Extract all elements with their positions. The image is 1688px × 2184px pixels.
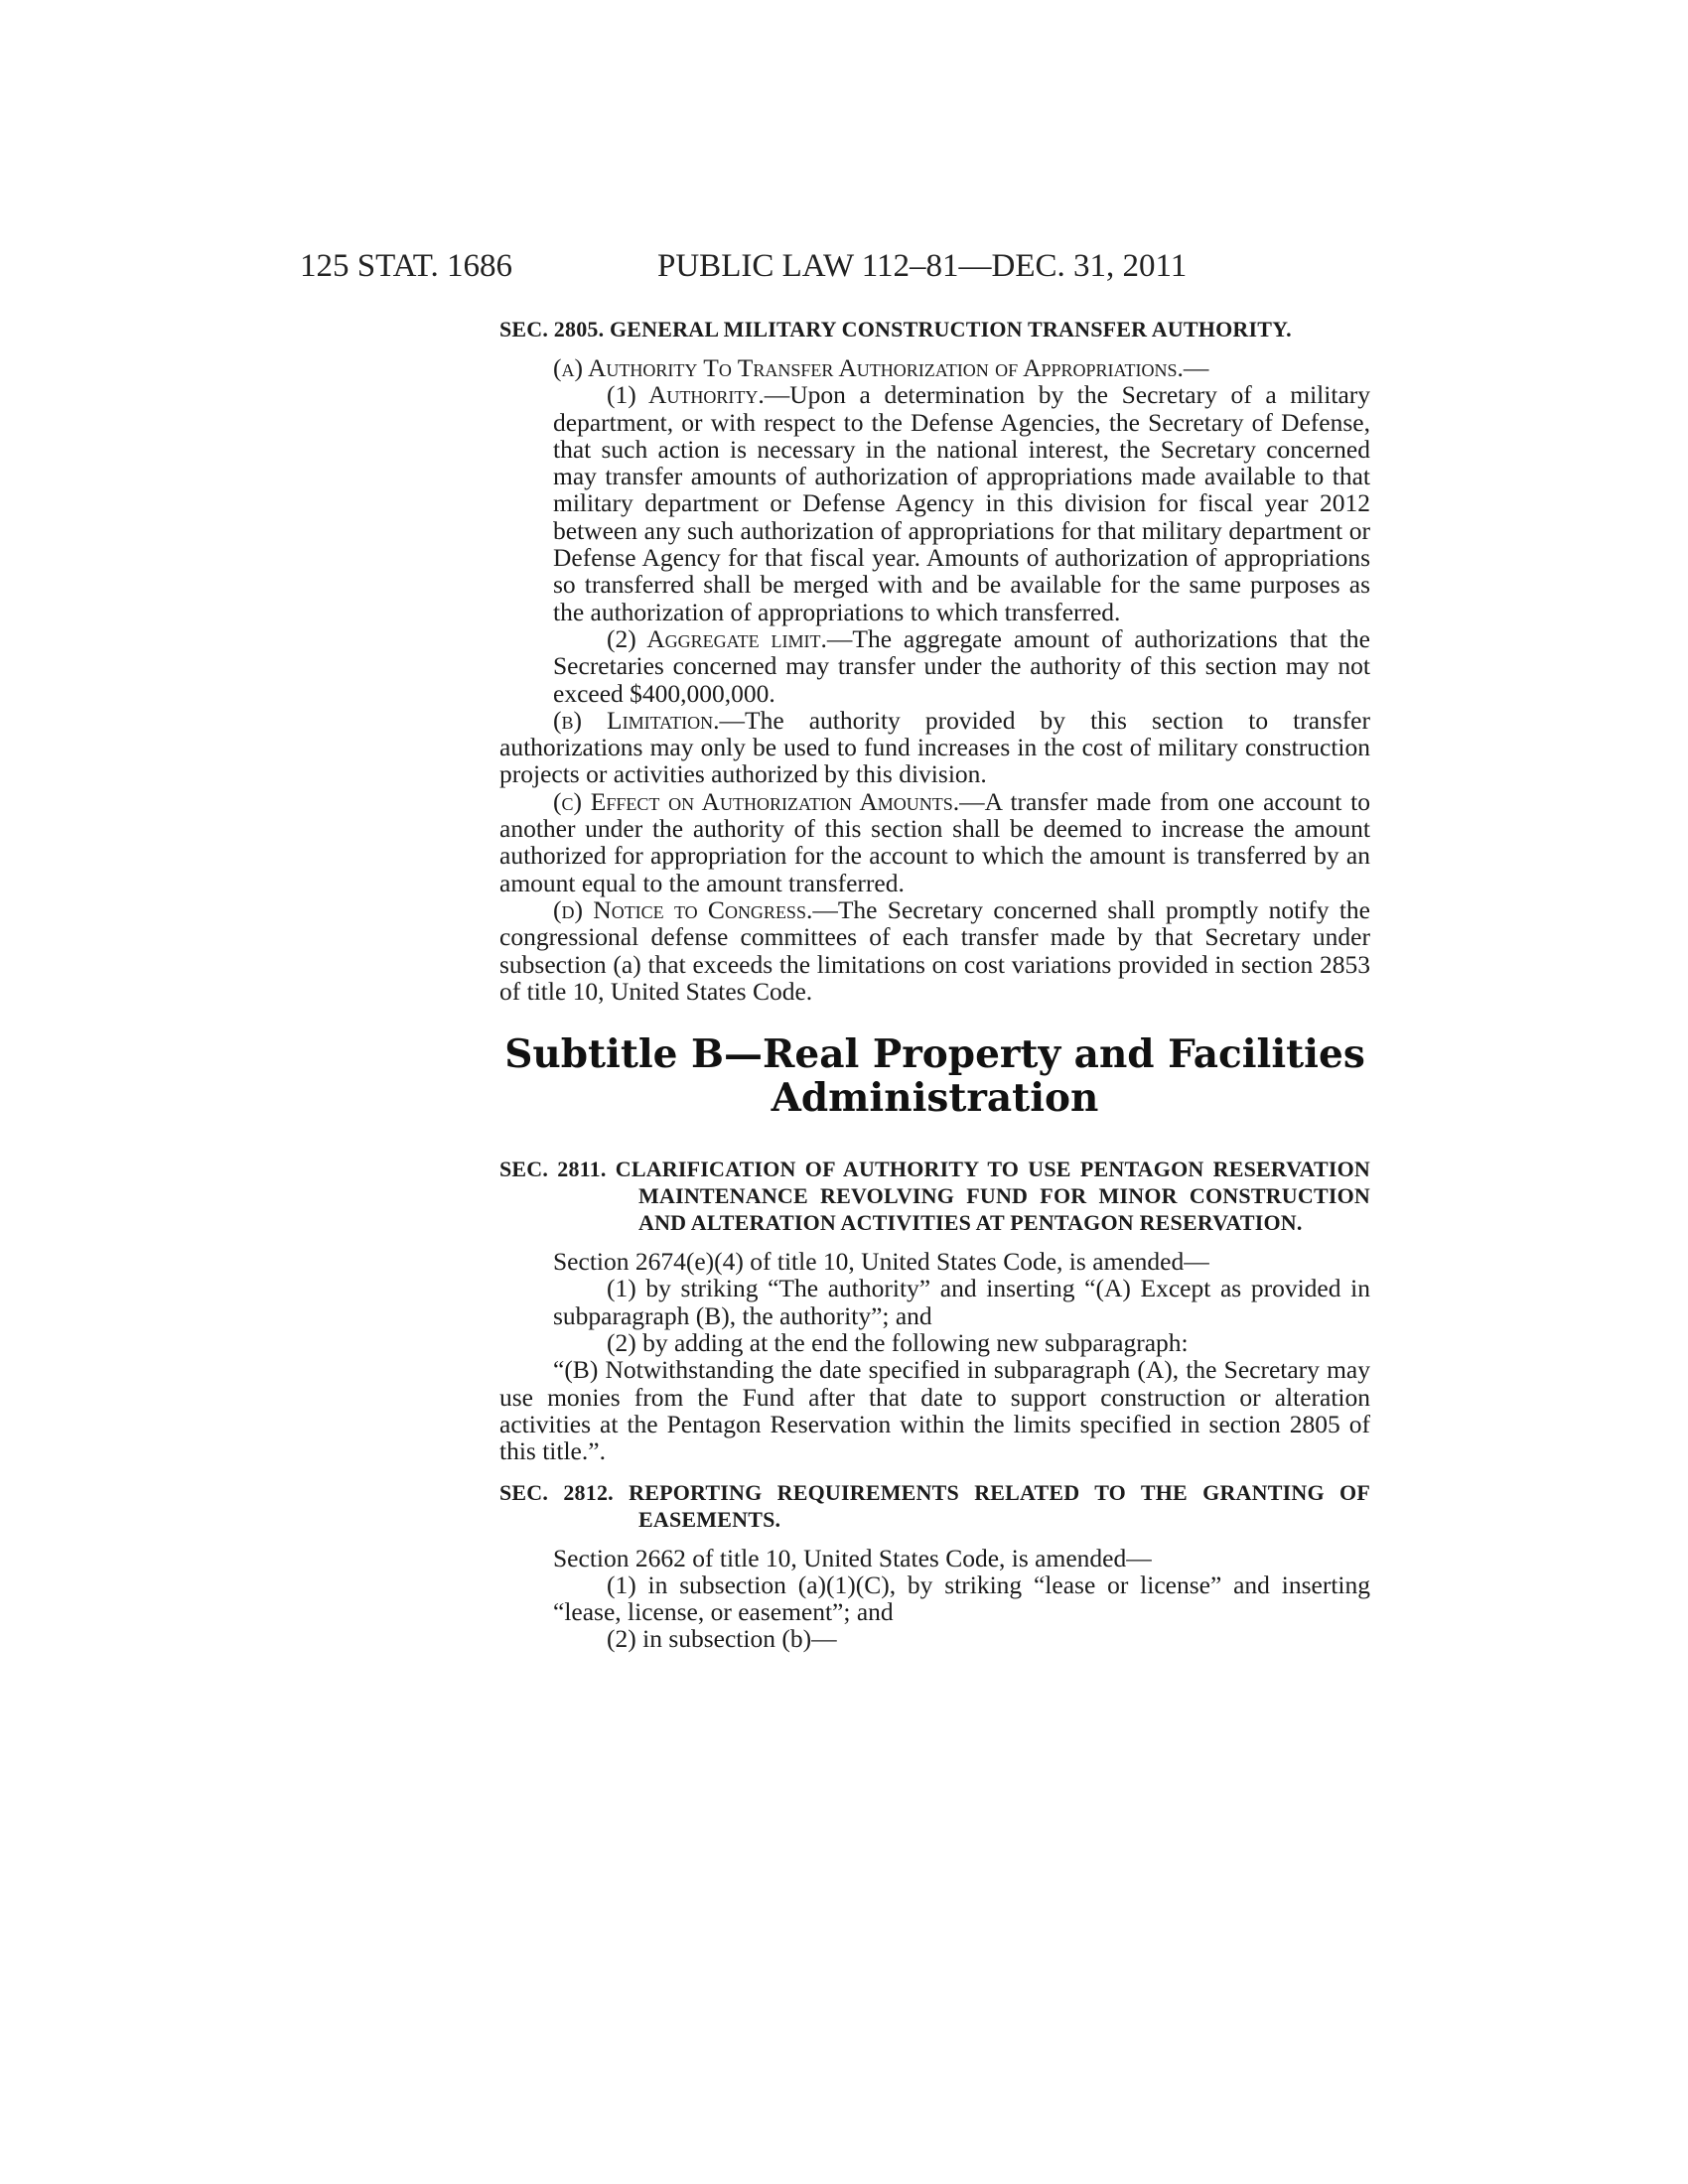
- subsection-b: [499, 707, 1370, 788]
- section-2805-heading: SEC. 2805. GENERAL MILITARY CONSTRUCTION TRANSFER AUTHORITY.: [499, 317, 1292, 341]
- subsection-c-text: A transfer made from one account to another under the authority of this section shall be deemed to increase the amount authorized for appropriation for the account to which the amount is transferred by an amount equal to the amount transferred.: [499, 786, 1371, 897]
- section-2811-quoted-text: “(B) Notwithstanding the date specified in subparagraph (A), the Secretary may use monies from the Fund after that date to support construction or alteration activities at the Pentagon Reservation within the limits specified in section 2805 of this title.”.: [499, 1355, 1370, 1466]
- subsection-b-text: The authority provided by this section to transfer authorizations may only be used to fund increases in the cost of military construction projects or activities authorized by this division.: [499, 705, 1370, 789]
- subsection-d: [499, 896, 1370, 1005]
- subtitle-b-heading: [499, 1032, 1370, 1120]
- paragraph-a1-label: (1) Authority.—: [607, 380, 790, 410]
- paragraph-a2: [499, 625, 1370, 707]
- section-2811-heading: SEC. 2811. CLARIFICATION OF AUTHORITY TO USE PENTAGON RESERVATION MAINTENANCE REVOLVING FUND FOR MINOR CONSTRUCTION AND ALTERATION ACTIVITIES AT PENTAGON RESERVATION.: [499, 1157, 1370, 1236]
- section-2812-item-2: (2) in subsection (b)—: [607, 1624, 837, 1654]
- subsection-a-heading-text: (a) Authority To Transfer Authorization of Appropriations.—: [553, 353, 1209, 382]
- section-2811-item-1: (1) by striking “The authority” and inserting “(A) Except as provided in subparagraph (B), the authority”; and: [553, 1274, 1370, 1330]
- statute-reference: 125 STAT. 1686: [300, 248, 513, 284]
- subsection-d-label: (d) Notice to Congress.—: [553, 894, 838, 924]
- section-2812-intro: Section 2662 of title 10, United States Code, is amended—: [553, 1543, 1152, 1572]
- subtitle-b-line2: Administration: [771, 1075, 1099, 1122]
- paragraph-a1-text: Upon a determination by the Secretary of a military department, or with respect to the Defense Agencies, the Secretary of Defense, that such action is necessary in the national interest, the Secretary concerned may transfer amounts of authorization of appropriations made available to that military department or Defense Agency in this division for fiscal year 2012 between any such authorization of appropriations for that military department or Defense Agency for that fiscal year. Amounts of authorization of appropriations so transferred shall be merged with and be available for the same purposes as the authorization of appropriations to which transferred.: [553, 380, 1371, 626]
- section-2811-intro: Section 2674(e)(4) of title 10, United States Code, is amended—: [553, 1247, 1209, 1277]
- law-title: PUBLIC LAW 112–81—DEC. 31, 2011: [657, 248, 1188, 284]
- section-2812-heading: SEC. 2812. REPORTING REQUIREMENTS RELATED TO THE GRANTING OF EASEMENTS.: [499, 1479, 1370, 1532]
- subsection-d-text: The Secretary concerned shall promptly notify the congressional defense committees of each transfer made by that Secretary under subsection (a) that exceeds the limitations on cost variations provided in section 2853 of title 10, United States Code.: [499, 894, 1370, 1006]
- subsection-b-label: (b) Limitation.—: [553, 705, 746, 735]
- paragraph-a2-label: (2) Aggregate limit.—: [607, 623, 853, 653]
- subsection-c-label: (c) Effect on Authorization Amounts.—: [553, 786, 985, 816]
- main-text-column: [499, 316, 1370, 1653]
- running-header: [300, 248, 1273, 288]
- paragraph-a2-text: The aggregate amount of authorizations that the Secretaries concerned may transfer under the authority of this section may not exceed $400,000,000.: [553, 623, 1371, 708]
- section-2811-item-2: (2) by adding at the end the following new subparagraph:: [607, 1328, 1189, 1358]
- subtitle-b-line1: Subtitle B—Real Property and Facilities: [504, 1031, 1365, 1078]
- subsection-c: [499, 788, 1370, 896]
- subsection-a-heading: [499, 354, 1370, 381]
- paragraph-a1: [499, 381, 1370, 625]
- section-2812-item-1: (1) in subsection (a)(1)(C), by striking “lease or license” and inserting “lease, license, or easement”; and: [553, 1570, 1370, 1627]
